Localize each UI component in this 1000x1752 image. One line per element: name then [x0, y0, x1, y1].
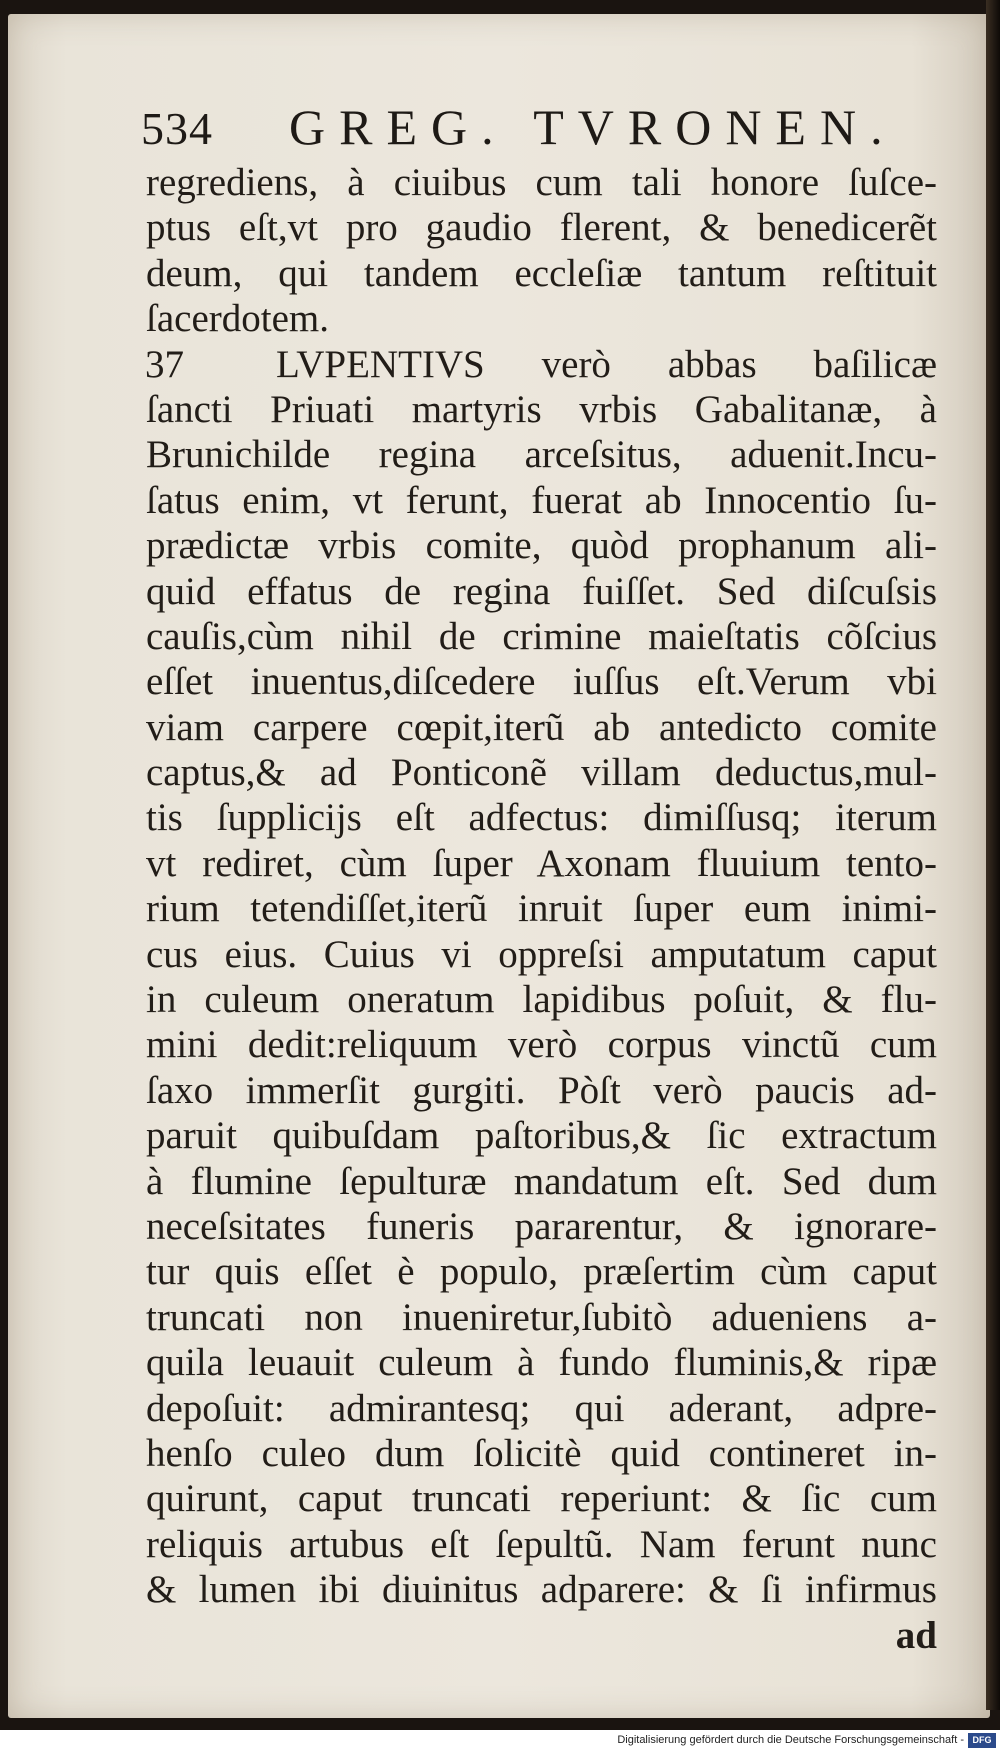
text-line: quirunt, caput truncati reperiunt: & ſic cum — [146, 1477, 937, 1521]
text-line: ſatus enim, vt ferunt, fuerat ab Innocentio ſu- — [146, 478, 937, 522]
text-line: eſſet inuentus,diſcedere iuſſus eſt.Verum vbi — [146, 660, 937, 704]
book-edge — [986, 0, 1000, 1710]
chapter-number: 37 — [145, 342, 184, 386]
text-line: ſacerdotem. — [146, 297, 329, 341]
chapter-start — [146, 342, 946, 387]
text-line: viam carpere cœpit,iterũ ab antedicto comite — [146, 705, 937, 749]
book-page — [8, 14, 990, 1718]
text-line: LVPENTIVS verò abbas baſilicæ — [276, 342, 937, 386]
page-header — [141, 98, 941, 164]
text-line: vt rediret, cùm ſuper Axonam fluuium tento- — [146, 841, 937, 885]
text-line: reliquis artubus eſt ſepultũ. Nam ferunt nunc — [146, 1522, 937, 1566]
text-line: depoſuit: admirantesq; qui aderant, adpre- — [146, 1386, 937, 1430]
text-line: tis ſupplicijs eſt adfectus: dimiſſusq; iterum — [146, 796, 937, 840]
text-line: Brunichilde regina arceſsitus, aduenit.Incu- — [146, 433, 937, 477]
text-line: deum, qui tandem eccleſiæ tantum reſtituit — [146, 251, 937, 295]
text-line: ptus eſt,vt pro gaudio flerent, & benedicerẽt — [146, 206, 937, 250]
text-line: cauſis,cùm nihil de crimine maieſtatis cõſcius — [146, 614, 937, 658]
funding-credit: Digitalisierung gefördert durch die Deutsche Forschungsgemeinschaft - — [617, 1734, 964, 1746]
catchword: ad — [895, 1613, 937, 1657]
text-line: mini dedit:reliquum verò corpus vinctũ cum — [146, 1023, 937, 1067]
text-line: henſo culeo dum ſolicitè quid contineret in- — [146, 1431, 937, 1475]
running-title: GREG. TVRONEN. — [289, 99, 897, 155]
text-line: à flumine ſepulturæ mandatum eſt. Sed dum — [146, 1159, 937, 1203]
text-line: quila leuauit culeum à fundo fluminis,& ripæ — [146, 1341, 937, 1385]
text-line: rium tetendiſſet,iterũ inruit ſuper eum inimi- — [146, 887, 937, 931]
digitization-footer — [0, 1730, 1000, 1752]
dfg-logo: DFG — [968, 1733, 996, 1748]
text-line: prædictæ vrbis comite, quòd prophanum ali- — [146, 524, 937, 568]
text-line: cus eius. Cuius vi oppreſsi amputatum caput — [146, 932, 937, 976]
page-number: 534 — [141, 103, 213, 154]
text-line: truncati non inueniretur,ſubitò adueniens a- — [146, 1295, 937, 1339]
text-line: tur quis eſſet è populo, præſertim cùm caput — [146, 1250, 937, 1294]
text-line: quid effatus de regina fuiſſet. Sed diſcuſsis — [146, 569, 937, 613]
text-line: regrediens, à ciuibus cum tali honore ſuſce- — [146, 161, 937, 204]
text-line: & lumen ibi diuinitus adparere: & ſi infirmus — [146, 1568, 937, 1612]
text-line: in culeum oneratum lapidibus poſuit, & flu- — [146, 978, 937, 1022]
text-line: paruit quibuſdam paſtoribus,& ſic extractum — [146, 1114, 937, 1158]
text-line: captus,& ad Ponticonẽ villam deductus,mul- — [146, 751, 937, 795]
text-line: ſancti Priuati martyris vrbis Gabalitanæ, à — [146, 387, 937, 431]
text-line: neceſsitates funeris pararentur, & ignorare- — [146, 1204, 937, 1248]
body-text — [146, 160, 946, 1658]
text-line: ſaxo immerſit gurgiti. Pòſt verò paucis ad- — [146, 1068, 937, 1112]
